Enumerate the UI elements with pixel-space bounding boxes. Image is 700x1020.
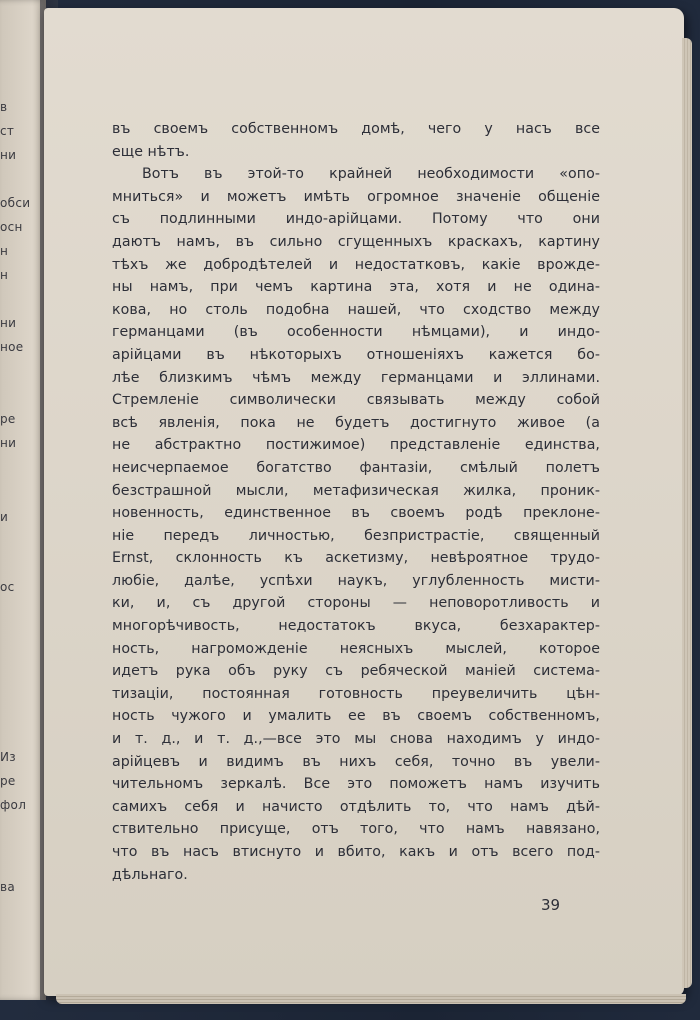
- text-line: идетъ рука объ руку съ ребяческой маніей система-: [112, 663, 600, 680]
- left-page-fragment: фол: [0, 798, 27, 812]
- left-page-fragment: ни: [0, 436, 17, 450]
- text-line: любіе, далѣе, успѣхи наукъ, углубленность мисти-: [112, 572, 600, 589]
- left-page-fragment: ни: [0, 148, 17, 162]
- text-line: что въ насъ втиснуто и вбито, какъ и отъ всего под-: [112, 844, 600, 860]
- left-page-fragment: ос: [0, 580, 15, 594]
- text-line: новенность, единственное въ своемъ родѣ преклоне-: [112, 505, 600, 522]
- text-line: всѣ явленія, пока не будетъ достигнуто живое (а: [112, 414, 600, 431]
- left-page-fragment: ное: [0, 340, 24, 354]
- text-line: въ своемъ собственномъ домѣ, чего у насъ все: [112, 121, 600, 137]
- text-line: германцами (въ особенности нѣмцами), и индо-: [112, 324, 600, 341]
- page-stack-bottom-edge: [56, 994, 686, 1004]
- text-line: съ подлинными индо-арійцами. Потому что они: [112, 211, 600, 228]
- text-line: Вотъ въ этой-то крайней необходимости «опо-: [142, 166, 600, 183]
- text-line: ствительно присуще, отъ того, что намъ навязано,: [112, 821, 600, 838]
- left-page-fragment: ст: [0, 124, 15, 138]
- left-page-fragment: и: [0, 510, 9, 524]
- left-page-fragment: н: [0, 268, 9, 282]
- text-line: многорѣчивость, недостатокъ вкуса, безхарактер-: [112, 618, 600, 635]
- text-line: дѣльнаго.: [112, 866, 188, 883]
- text-line: тизаціи, постоянная готовность преувеличить цѣн-: [112, 685, 600, 702]
- text-line: неисчерпаемое богатство фантазіи, смѣлый полетъ: [112, 459, 600, 476]
- left-page-fragment: ре: [0, 774, 16, 788]
- text-line: безстрашной мысли, метафизическая жилка, проник-: [112, 482, 600, 499]
- left-page-fragment: ни: [0, 316, 17, 330]
- text-line: Ernst, склонность къ аскетизму, невѣроятное трудо-: [112, 550, 600, 567]
- text-line: чительномъ зеркалѣ. Все это поможетъ намъ изучить: [112, 776, 600, 793]
- text-line: и т. д., и т. д.,—все это мы снова находимъ у индо-: [112, 731, 600, 748]
- left-page-fragment: в: [0, 100, 8, 114]
- text-line: не абстрактно постижимое) представленіе единства,: [112, 437, 600, 454]
- text-line: ность чужого и умалить ее въ своемъ собственномъ,: [112, 708, 600, 725]
- text-line: Стремленіе символически связывать между собой: [112, 392, 600, 409]
- left-page-fragment: ва: [0, 880, 16, 894]
- text-line: тѣхъ же добродѣтелей и недостатковъ, какіе врожде-: [112, 256, 600, 273]
- left-page-fragment: н: [0, 244, 9, 258]
- body-text: [112, 118, 600, 886]
- text-line: ность, нагроможденіе неясныхъ мыслей, которое: [112, 640, 600, 657]
- text-line: ніе передъ личностью, безпристрастіе, священный: [112, 527, 600, 544]
- page-number: 39: [541, 896, 561, 914]
- text-line: мниться» и можетъ имѣть огромное значеніе общеніе: [112, 188, 600, 205]
- left-page-fragment: ре: [0, 412, 16, 426]
- text-line: ны намъ, при чемъ картина эта, хотя и не одина-: [112, 279, 600, 296]
- text-line: лѣе близкимъ чѣмъ между германцами и эллинами.: [112, 369, 600, 386]
- text-line: еще нѣтъ.: [112, 143, 190, 160]
- left-page-fragment: Из: [0, 750, 16, 764]
- text-line: даютъ намъ, въ сильно сгущенныхъ краскахъ, картину: [112, 233, 600, 250]
- page-stack-right-edge: [682, 38, 692, 988]
- left-page-fragment: обси: [0, 196, 31, 210]
- text-line: ки, и, съ другой стороны — неповоротливость и: [112, 595, 600, 612]
- text-line: кова, но столь подобна нашей, что сходство между: [112, 301, 600, 318]
- book-page: [44, 8, 684, 996]
- left-page-fragment: осн: [0, 220, 23, 234]
- text-line: арійцами въ нѣкоторыхъ отношеніяхъ кажется бо-: [112, 346, 600, 363]
- text-line: самихъ себя и начисто отдѣлить то, что намъ дѣй-: [112, 798, 600, 815]
- text-line: арійцевъ и видимъ въ нихъ себя, точно въ увели-: [112, 753, 600, 770]
